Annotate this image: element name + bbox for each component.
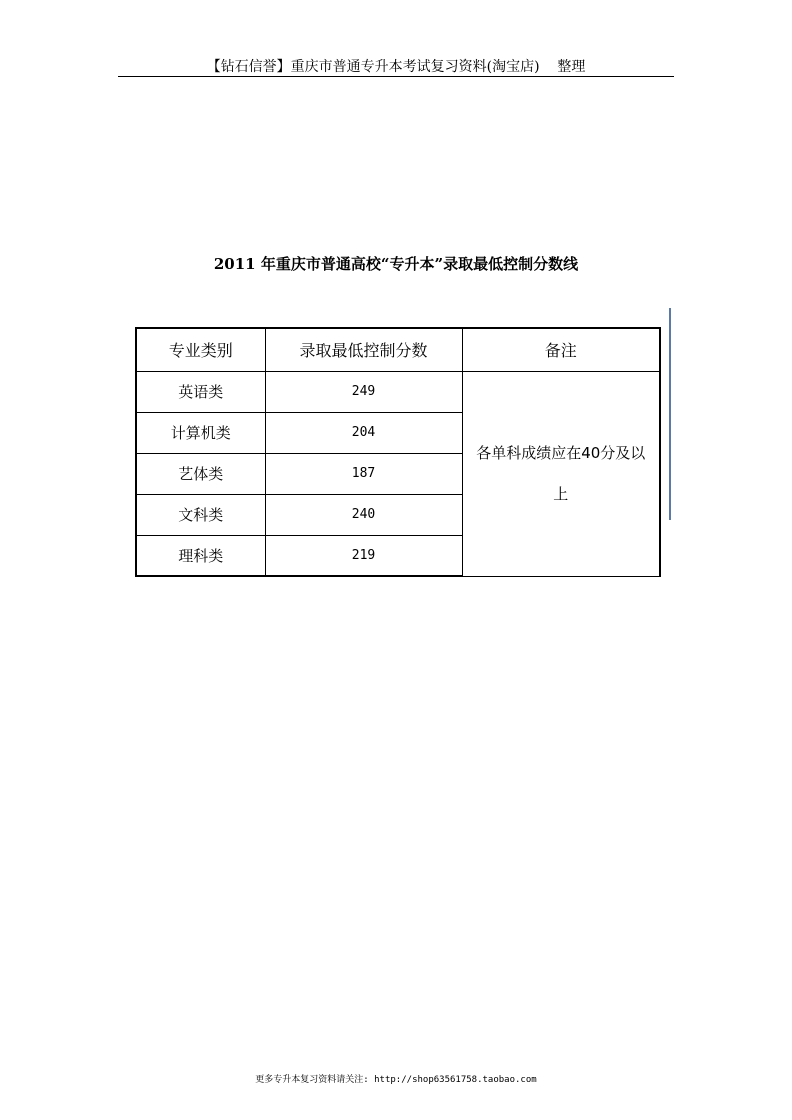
column-header-remark: 备注 bbox=[462, 328, 660, 371]
score-cell: 249 bbox=[265, 371, 462, 412]
score-table bbox=[135, 327, 661, 577]
category-cell: 文科类 bbox=[136, 494, 265, 535]
category-cell: 理科类 bbox=[136, 535, 265, 576]
page-header: 【钻石信誉】重庆市普通专升本考试复习资料(淘宝店) 整理 bbox=[206, 59, 586, 75]
document-title: 2011 年重庆市普通高校“专升本”录取最低控制分数线 bbox=[213, 255, 579, 273]
score-cell: 219 bbox=[265, 535, 462, 576]
column-header-category: 专业类别 bbox=[136, 328, 265, 371]
score-cell: 240 bbox=[265, 494, 462, 535]
header-rule bbox=[118, 76, 674, 77]
score-cell: 187 bbox=[265, 453, 462, 494]
category-cell: 艺体类 bbox=[136, 453, 265, 494]
column-header-score: 录取最低控制分数 bbox=[265, 328, 462, 371]
table-header-row bbox=[136, 328, 660, 371]
remark-cell: 各单科成绩应在40分及以上 bbox=[462, 371, 660, 576]
category-cell: 英语类 bbox=[136, 371, 265, 412]
margin-line bbox=[669, 308, 671, 520]
table-row bbox=[136, 371, 660, 412]
score-cell: 204 bbox=[265, 412, 462, 453]
page-footer: 更多专升本复习资料请关注: http://shop63561758.taobao.com bbox=[255, 1075, 537, 1085]
category-cell: 计算机类 bbox=[136, 412, 265, 453]
